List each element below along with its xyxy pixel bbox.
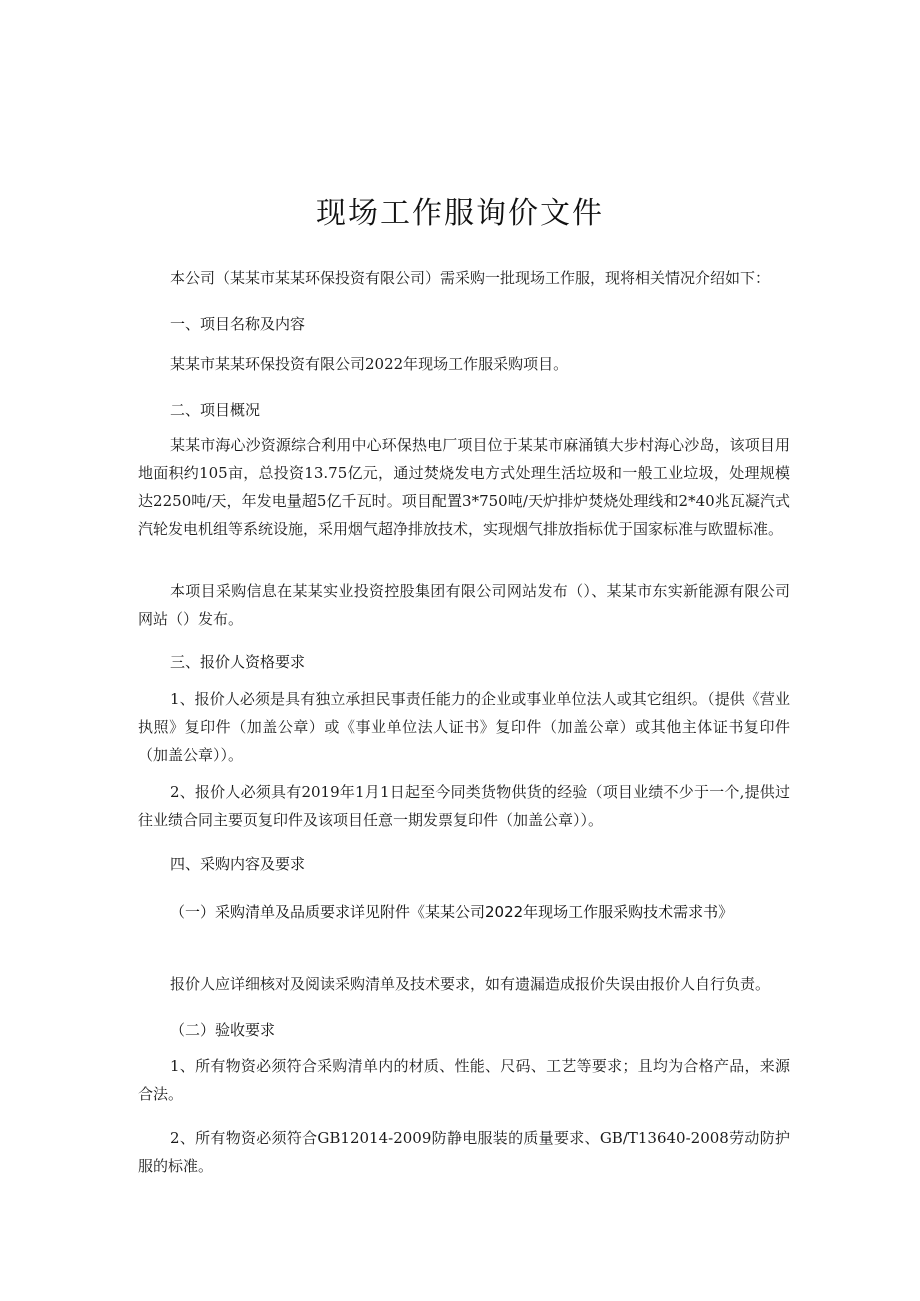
acceptance-item-2: 2、所有物资必须符合GB12014-2009防静电服装的质量要求、GB/T13640-2008劳动防护服的标准。 <box>138 1129 790 1175</box>
section-3-item-2: 2、报价人必须具有2019年1月1日起至今同类货物供货的经验（项目业绩不少于一个,提供过往业绩合同主要页复印件及该项目任意一期发票复印件（加盖公章））。 <box>138 783 790 829</box>
section-2-overview-paragraph: 某某市海心沙资源综合利用中心环保热电厂项目位于某某市麻涌镇大步村海心沙岛，该项目用地面积约105亩，总投资13.75亿元，通过焚烧发电方式处理生活垃圾和一般工业垃圾，处理规模达2250吨/天，年发电量超5亿千瓦时。项目配置3*750吨/天炉排炉焚烧处理线和2*40兆瓦凝汽式汽轮发电机组等系统设施，采用烟气超净排放技术，实现烟气排放指标优于国家标准与欧盟标准。 <box>138 436 790 538</box>
document-title: 现场工作服询价文件 <box>316 196 604 231</box>
section-2-heading: 二、项目概况 <box>170 401 261 419</box>
section-4-subsection-2-heading: （二）验收要求 <box>170 1021 276 1039</box>
section-3-heading: 三、报价人资格要求 <box>170 653 306 671</box>
section-4-heading: 四、采购内容及要求 <box>170 855 306 873</box>
section-1-heading: 一、项目名称及内容 <box>170 315 306 333</box>
intro-paragraph: 本公司（某某市某某环保投资有限公司）需采购一批现场工作服，现将相关情况介绍如下： <box>170 269 771 287</box>
section-3-item-1: 1、报价人必须是具有独立承担民事责任能力的企业或事业单位法人或其它组织。（提供《营业执照》复印件（加盖公章）或《事业单位法人证书》复印件（加盖公章）或其他主体证书复印件（加盖公章））。 <box>138 690 790 764</box>
section-2-publication-paragraph: 本项目采购信息在某某实业投资控股集团有限公司网站发布（）、某某市东实新能源有限公司网站（）发布。 <box>138 582 790 628</box>
acceptance-item-1: 1、所有物资必须符合采购清单内的材质、性能、尺码、工艺等要求；且均为合格产品，来源合法。 <box>138 1057 790 1103</box>
section-4-subsection-1-body: 报价人应详细核对及阅读采购清单及技术要求，如有遗漏造成报价失误由报价人自行负责。 <box>170 975 771 993</box>
section-1-body: 某某市某某环保投资有限公司2022年现场工作服采购项目。 <box>170 355 569 373</box>
section-4-subsection-1-heading: （一）采购清单及品质要求详见附件《某某公司2022年现场工作服采购技术需求书》 <box>170 903 734 921</box>
